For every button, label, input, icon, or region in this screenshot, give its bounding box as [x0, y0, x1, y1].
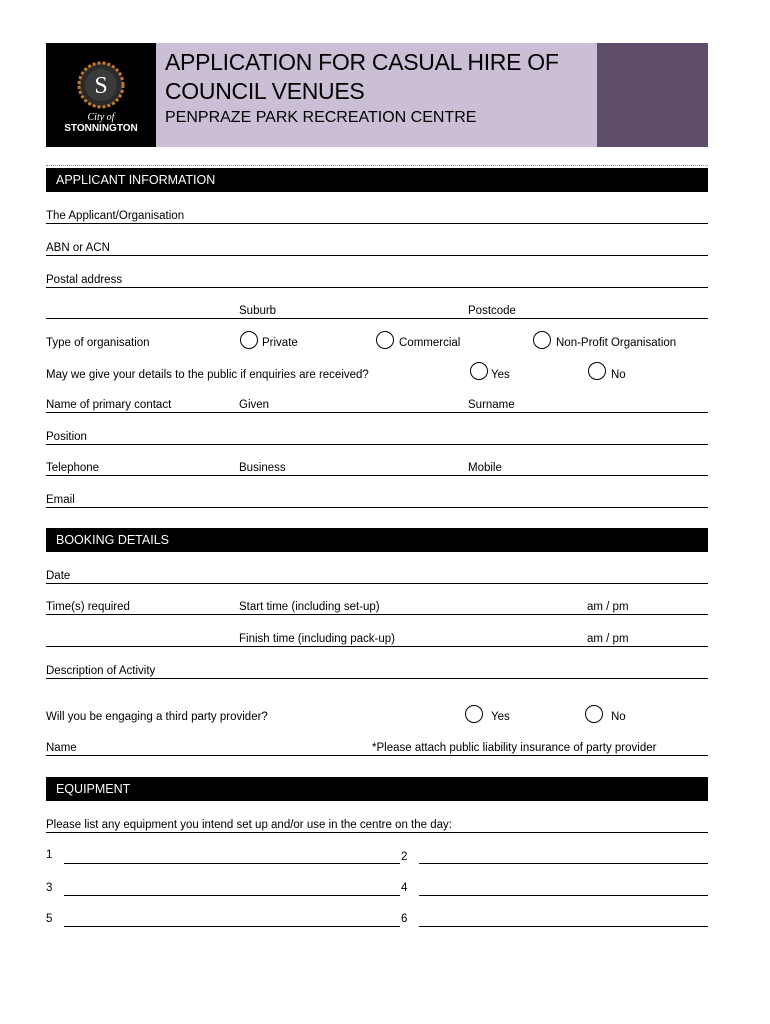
insurance-note: *Please attach public liability insurance of party provider [372, 742, 657, 754]
logo-city-text: City of [87, 112, 115, 123]
times-required-label: Time(s) required [46, 601, 130, 613]
start-ampm-label: am / pm [587, 601, 629, 613]
email-field[interactable] [46, 507, 708, 508]
equipment-item-6-field[interactable] [419, 926, 708, 927]
header-accent-panel [597, 43, 708, 147]
private-label: Private [262, 337, 298, 349]
equipment-item-1-field[interactable] [64, 863, 400, 864]
equipment-instruction: Please list any equipment you intend set up and/or use in the centre on the day: [46, 819, 452, 831]
activity-description-label: Description of Activity [46, 665, 156, 677]
logo-stonnington-text: STONNINGTON [64, 123, 138, 134]
telephone-field[interactable] [46, 475, 708, 476]
logo-panel [46, 43, 156, 147]
equipment-item-4-field[interactable] [419, 895, 708, 896]
activity-description-field[interactable] [46, 678, 708, 679]
public-details-no-label: No [611, 369, 626, 381]
header-divider [46, 165, 708, 166]
finish-time-label: Finish time (including pack-up) [239, 633, 395, 645]
non-profit-label: Non-Profit Organisation [556, 337, 677, 349]
telephone-label: Telephone [46, 462, 100, 474]
suburb-label: Suburb [239, 305, 277, 317]
business-phone-label: Business [239, 462, 286, 474]
equipment-item-5-field[interactable] [64, 926, 400, 927]
equipment-item-number: 4 [401, 882, 408, 894]
date-label: Date [46, 570, 71, 582]
third-party-yes-radio[interactable] [465, 705, 483, 723]
primary-contact-field[interactable] [46, 412, 708, 413]
postal-address-label: Postal address [46, 274, 123, 286]
start-time-label: Start time (including set-up) [239, 601, 380, 613]
commercial-radio[interactable] [376, 331, 394, 349]
position-label: Position [46, 431, 87, 443]
equipment-item-number: 2 [401, 851, 408, 863]
postcode-label: Postcode [468, 305, 516, 317]
public-details-question: May we give your details to the public if enquiries are received? [46, 369, 369, 381]
third-party-question: Will you be engaging a third party provider? [46, 711, 268, 723]
page-title-line2: COUNCIL VENUES [165, 78, 365, 104]
organisation-field[interactable] [46, 223, 708, 224]
equipment-item-number: 5 [46, 913, 53, 925]
third-party-no-radio[interactable] [585, 705, 603, 723]
equipment-item-3-field[interactable] [64, 895, 400, 896]
organisation-label: The Applicant/Organisation [46, 210, 185, 222]
non-profit-radio[interactable] [533, 331, 551, 349]
abn-field[interactable] [46, 255, 708, 256]
section-equipment-heading: EQUIPMENT [46, 777, 708, 801]
organisation-type-label: Type of organisation [46, 337, 150, 349]
public-details-no-radio[interactable] [588, 362, 606, 380]
public-details-yes-label: Yes [491, 369, 510, 381]
commercial-label: Commercial [399, 337, 461, 349]
private-radio[interactable] [240, 331, 258, 349]
equipment-instruction-rule [46, 832, 708, 833]
public-details-yes-radio[interactable] [470, 362, 488, 380]
mobile-label: Mobile [468, 462, 502, 474]
suburb-postcode-field[interactable] [46, 318, 708, 319]
postal-address-field[interactable] [46, 287, 708, 288]
third-party-yes-label: Yes [491, 711, 510, 723]
primary-contact-label: Name of primary contact [46, 399, 172, 411]
date-field[interactable] [46, 583, 708, 584]
provider-name-field[interactable] [46, 755, 708, 756]
equipment-item-number: 6 [401, 913, 408, 925]
page-subtitle: PENPRAZE PARK RECREATION CENTRE [165, 109, 477, 126]
equipment-item-2-field[interactable] [419, 863, 708, 864]
equipment-item-number: 1 [46, 849, 53, 861]
surname-label: Surname [468, 399, 515, 411]
finish-time-field[interactable] [46, 646, 708, 647]
finish-ampm-label: am / pm [587, 633, 629, 645]
svg-text:S: S [94, 73, 108, 99]
abn-label: ABN or ACN [46, 242, 110, 254]
provider-name-label: Name [46, 742, 77, 754]
equipment-item-number: 3 [46, 882, 53, 894]
title-panel [156, 43, 597, 147]
email-label: Email [46, 494, 75, 506]
section-booking-heading: BOOKING DETAILS [46, 528, 708, 552]
section-applicant-heading: APPLICANT INFORMATION [46, 168, 708, 192]
given-name-label: Given [239, 399, 270, 411]
position-field[interactable] [46, 444, 708, 445]
start-time-field[interactable] [46, 614, 708, 615]
page-title-line1: APPLICATION FOR CASUAL HIRE OF [165, 49, 559, 75]
third-party-no-label: No [611, 711, 626, 723]
